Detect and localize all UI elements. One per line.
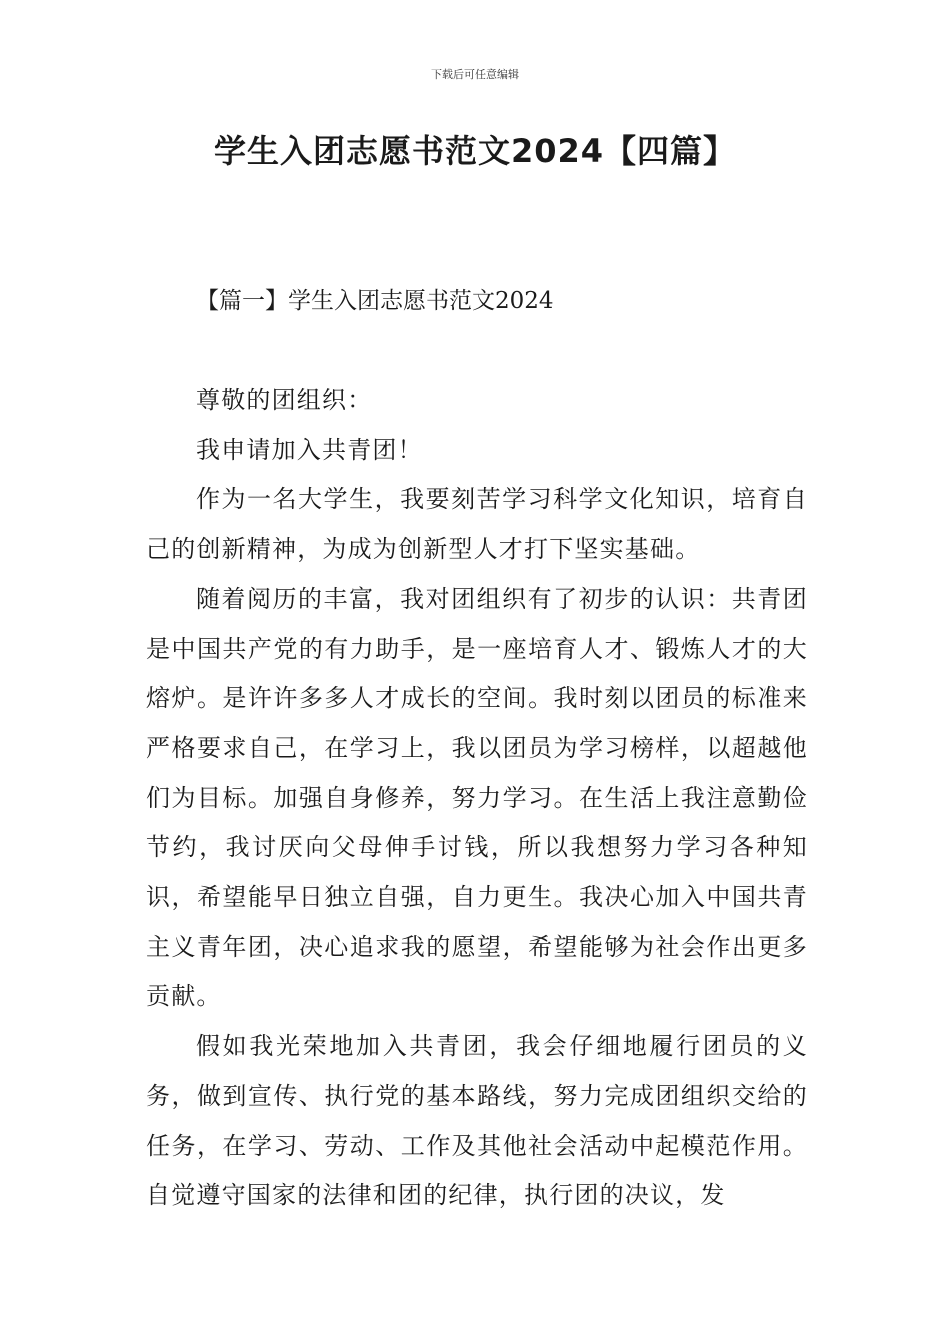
paragraph-salutation: 尊敬的团组织： [196,386,373,414]
section-heading: 【篇一】学生入团志愿书范文2024 [196,288,554,314]
paragraph-body: 作为一名大学生，我要刻苦学习科学文化知识，培育自己的创新精神，为成为创新型人才打下坚实基础。 [146,485,808,564]
paragraph-body: 假如我光荣地加入共青团，我会仔细地履行团员的义务，做到宣传、执行党的基本路线，努力完成团组织交给的任务，在学习、劳动、工作及其他社会活动中起模范作用。自觉遵守国家的法律和团的纪律，执行团的决议，发 [146,1032,808,1210]
paragraph-application: 我申请加入共青团！ [196,435,423,464]
header-note: 下载后可任意编辑 [431,68,519,81]
document-title: 学生入团志愿书范文2024【四篇】 [213,132,737,170]
paragraph-body: 随着阅历的丰富，我对团组织有了初步的认识：共青团是中国共产党的有力助手，是一座培育人才、锻炼人才的大熔炉。是许许多多人才成长的空间。我时刻以团员的标准来严格要求自己，在学习上，我以团员为学习榜样，以超越他们为目标。加强自身修养，努力学习。在生活上我注意勤俭节约，我讨厌向父母伸手讨钱，所以我想努力学习各种知识，希望能早日独立自强，自力更生。我决心加入中国共青主义青年团，决心追求我的愿望，希望能够为社会作出更多贡献。 [146,584,808,1011]
document-body [146,376,808,1221]
